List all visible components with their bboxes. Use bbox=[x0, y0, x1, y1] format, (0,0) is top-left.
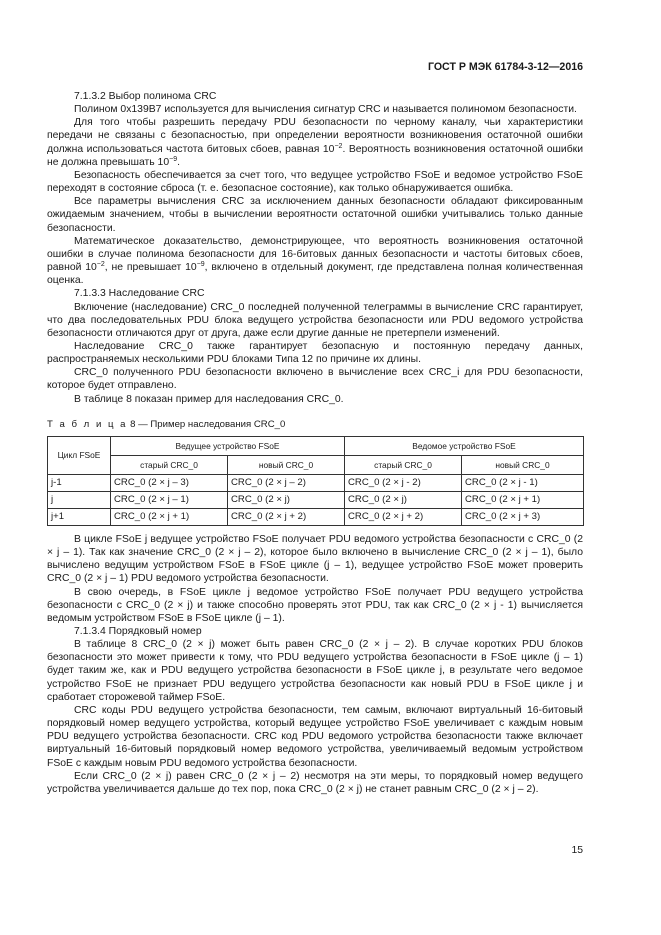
section-7-1-3-4-title: 7.1.3.4 Порядковый номер bbox=[74, 626, 202, 637]
crc-inheritance-table bbox=[47, 436, 584, 526]
table-cell: CRC_0 (2 × j) bbox=[228, 491, 345, 508]
header-slave-group: Ведомое устройство FSoE bbox=[345, 436, 584, 455]
paragraph: CRC_0 полученного PDU безопасности включено в вычисление всех CRC_i для PDU безопасности, которое будет отправлено. bbox=[47, 367, 583, 392]
paragraph: Полином 0x139B7 используется для вычисления сигнатур CRC и называется полиномом безопасности. bbox=[74, 104, 577, 116]
header-master-group: Ведущее устройство FSoE bbox=[111, 436, 345, 455]
table-cell: CRC_0 (2 × j) bbox=[345, 491, 462, 508]
paragraph: CRC коды PDU ведущего устройства безопасности, тем самым, включают виртуальный 16-битовый порядковый номер ведущего устройства, который ведущее устройство FSoE увеличивает с каждым новым PDU ведущего устройства безопасности. CRC код PDU ведомого устройства безопасности также включает виртуальный 16-битовый порядковый номер ведомого устройства, увеличиваемый ведомым устройством FSoE с каждым новым PDU ведомого устройства безопасности. bbox=[47, 704, 583, 769]
paragraph: Если CRC_0 (2 × j) равен CRC_0 (2 × j – 2) несмотря на эти меры, то порядковый номер ведущего устройства увеличивается дальше до тех пор, пока CRC_0 (2 × j) не станет равным CRC_0 (2 × j – 2). bbox=[47, 770, 583, 795]
table-cell: CRC_0 (2 × j – 3) bbox=[111, 474, 228, 491]
section-7-1-3-2-title: 7.1.3.2 Выбор полинома CRC bbox=[74, 91, 217, 102]
paragraph: В таблице 8 показан пример для наследования CRC_0. bbox=[74, 393, 344, 405]
table-cell: j+1 bbox=[48, 508, 111, 525]
header-master-new-crc: новый CRC_0 bbox=[228, 455, 345, 474]
page-content bbox=[47, 90, 583, 796]
header-fsoe-cycle: Цикл FSoE bbox=[48, 436, 111, 474]
document-header: ГОСТ Р МЭК 61784-3-12—2016 bbox=[427, 61, 583, 73]
table-cell: j-1 bbox=[48, 474, 111, 491]
table-cell: CRC_0 (2 × j + 1) bbox=[111, 508, 228, 525]
paragraph: В свою очередь, в FSoE цикле j ведомое устройство FSoE получает PDU ведущего устройства безопасности с CRC_0 (2 × j) и также способно проверять этот PDU, так как CRC_0 (2 × j - 1) вычисляется ведомым устройством FSoE в FSoE цикле (j – 1). bbox=[47, 586, 583, 624]
page-number: 15 bbox=[571, 845, 583, 856]
paragraph: Включение (наследование) CRC_0 последней полученной телеграммы в вычисление CRC гарантирует, что два последовательных PDU блока ведущего устройства безопасности или PDU ведомого устройства безопасности отличаются друг от друга, даже если другие данные не претерпели изменений. bbox=[47, 301, 583, 339]
section-7-1-3-3-title: 7.1.3.3 Наследование CRC bbox=[74, 288, 205, 300]
table-cell: CRC_0 (2 × j + 1) bbox=[462, 491, 584, 508]
table-cell: CRC_0 (2 × j – 2) bbox=[228, 474, 345, 491]
table-row bbox=[48, 491, 584, 508]
paragraph: В цикле FSoE j ведущее устройство FSoE получает PDU ведомого устройства безопасности с CRC_0 (2 × j – 1). Так как значение CRC_0 (2 × j – 2), которое было включено в вычисление CRC_0 (2 × j – 1), было вычислено ведущим устройством FSoE в FSoE цикле (j – 1), ведущее устройство FSoE может проверить CRC_0 (2 × j – 1) PDU ведомого устройства безопасности. bbox=[47, 533, 583, 585]
paragraph: Наследование CRC_0 также гарантирует безопасную и постоянную передачу данных, распространяемых несколькими PDU блоками Типа 12 по причине их длины. bbox=[47, 340, 583, 366]
paragraph: Для того чтобы разрешить передачу PDU безопасности по черному каналу, чьи характеристики передачи не связаны с безопасностью, при определении вероятности возникновения остаточной ошибки должна использоваться частота битовых сбоев, равная $10^{-2}$. Вероятность возникновения остаточной ошибки не должна превышать $10^{-9}$. bbox=[47, 117, 583, 168]
paragraph: Безопасность обеспечивается за счет того, что ведущее устройство FSoE и ведомое устройство FSoE переходят в состояние сброса (т. е. безопасное состояние), как только обнаруживается ошибка. bbox=[47, 169, 583, 195]
table-cell: CRC_0 (2 × j – 1) bbox=[111, 491, 228, 508]
paragraph: В таблице 8 CRC_0 (2 × j) может быть равен CRC_0 (2 × j – 2). В случае коротких PDU блоков безопасности это может привести к тому, что PDU ведущего устройства безопасности в FSoE цикле (j – 1) будет таким же, как и PDU ведущего устройства безопасности в FSoE цикле j, в результате чего ведомое устройство FSoE не признает PDU ведущего устройства безопасности как новый PDU в FSoE цикле j и сработает сторожевой таймер FSoE. bbox=[47, 639, 583, 703]
paragraph: Математическое доказательство, демонстрирующее, что вероятность возникновения остаточной ошибки в случае полинома безопасности для 16-битовых данных безопасности и частоты битовых сбоев, равной $10^{-2}$, не превышает $10^{-9}$, включено в отдельный документ, где представлена полная количественная оценка. bbox=[47, 235, 583, 287]
table-cell: CRC_0 (2 × j + 3) bbox=[462, 508, 584, 525]
table-cell: CRC_0 (2 × j + 2) bbox=[228, 508, 345, 525]
header-slave-new-crc: новый CRC_0 bbox=[462, 455, 584, 474]
header-slave-old-crc: старый CRC_0 bbox=[345, 455, 462, 474]
paragraph: Все параметры вычисления CRC за исключением данных безопасности обладают фиксированным ожидаемым значением, чтобы в вычислении вероятности остаточной ошибки учитывались только данные безопасности. bbox=[47, 196, 583, 234]
table-row bbox=[48, 474, 584, 491]
table-cell: CRC_0 (2 × j - 1) bbox=[462, 474, 584, 491]
table-row bbox=[48, 508, 584, 525]
header-master-old-crc: старый CRC_0 bbox=[111, 455, 228, 474]
table-cell: CRC_0 (2 × j - 2) bbox=[345, 474, 462, 491]
table-cell: CRC_0 (2 × j + 2) bbox=[345, 508, 462, 525]
table-cell: j bbox=[48, 491, 111, 508]
table-caption: Т а б л и ц а 8 — Пример наследования CRC_0 bbox=[47, 418, 286, 430]
